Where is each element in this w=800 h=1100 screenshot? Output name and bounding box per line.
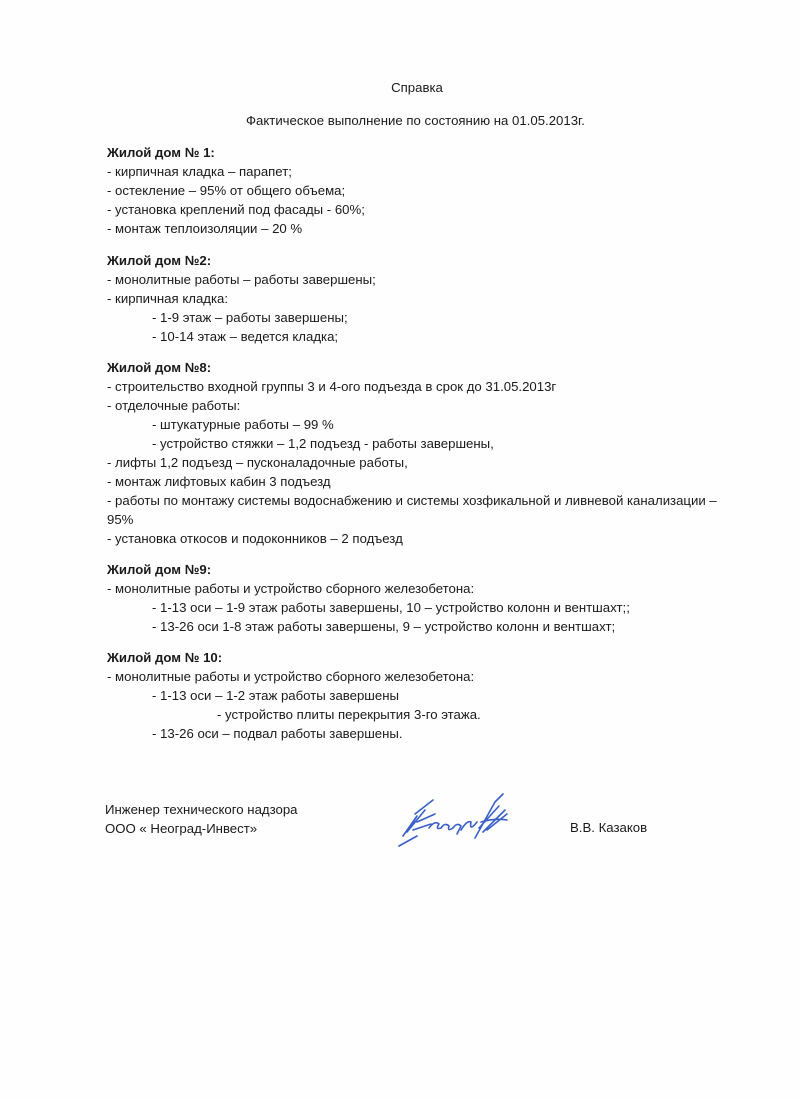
list-item: - монолитные работы и устройство сборного железобетона: [107, 669, 475, 684]
list-item-continuation: 95% [107, 512, 134, 527]
list-item: - 13-26 оси – подвал работы завершены. [152, 726, 403, 741]
section-heading: Жилой дом №2: [107, 253, 212, 268]
list-item: - 13-26 оси 1-8 этаж работы завершены, 9 – устройство колонн и вентшахт; [152, 619, 616, 634]
signer-company: ООО « Неоград-Инвест» [105, 821, 258, 836]
list-item: - монтаж теплоизоляции – 20 % [107, 221, 303, 236]
signer-position: Инженер технического надзора [105, 802, 298, 817]
list-item: - работы по монтажу системы водоснабжению и системы хозфикальной и ливневой канализации – [107, 493, 717, 508]
list-item: - устройство стяжки – 1,2 подъезд - работы завершены, [152, 436, 494, 451]
list-item: - отделочные работы: [107, 398, 241, 413]
list-item: - установка креплений под фасады - 60%; [107, 202, 365, 217]
handwritten-signature-icon [395, 792, 515, 847]
list-item: - устройство плиты перекрытия 3-го этажа. [217, 707, 481, 722]
document-subtitle: Фактическое выполнение по состоянию на 01.05.2013г. [246, 113, 585, 128]
list-item: - монолитные работы и устройство сборного железобетона: [107, 581, 475, 596]
list-item: - монтаж лифтовых кабин 3 подъезд [107, 474, 331, 489]
list-item: - 10-14 этаж – ведется кладка; [152, 329, 339, 344]
list-item: - остекление – 95% от общего объема; [107, 183, 346, 198]
list-item: - кирпичная кладка: [107, 291, 229, 306]
list-item: - 1-9 этаж – работы завершены; [152, 310, 348, 325]
section-heading: Жилой дом № 1: [107, 145, 215, 160]
document-title: Справка [391, 80, 443, 95]
signer-name: В.В. Казаков [570, 820, 648, 835]
list-item: - строительство входной группы 3 и 4-ого подъезда в срок до 31.05.2013г [107, 379, 557, 394]
list-item: - 1-13 оси – 1-2 этаж работы завершены [152, 688, 399, 703]
list-item: - кирпичная кладка – парапет; [107, 164, 292, 179]
section-heading: Жилой дом №8: [107, 360, 212, 375]
list-item: - монолитные работы – работы завершены; [107, 272, 376, 287]
section-heading: Жилой дом № 10: [107, 650, 223, 665]
list-item: - установка откосов и подоконников – 2 подъезд [107, 531, 403, 546]
list-item: - лифты 1,2 подъезд – пусконаладочные работы, [107, 455, 408, 470]
list-item: - штукатурные работы – 99 % [152, 417, 334, 432]
list-item: - 1-13 оси – 1-9 этаж работы завершены, 10 – устройство колонн и вентшахт;; [152, 600, 630, 615]
section-heading: Жилой дом №9: [107, 562, 212, 577]
